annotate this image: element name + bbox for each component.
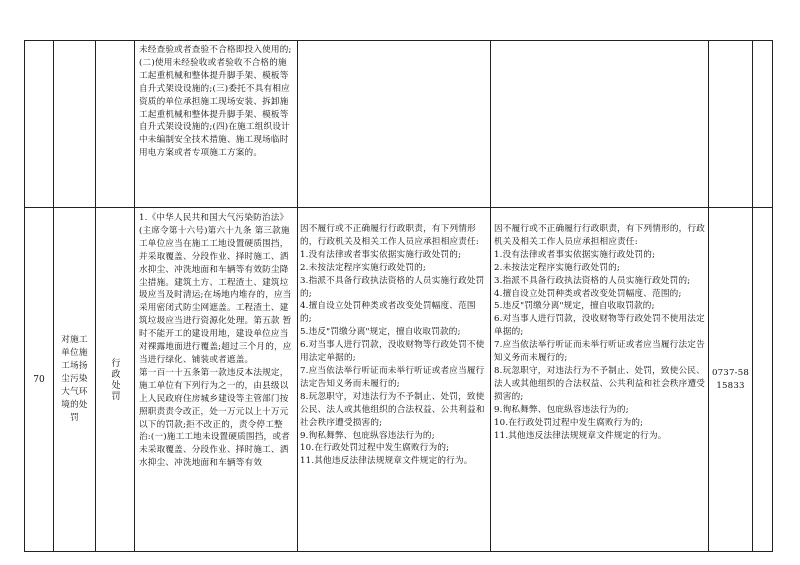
category: 行政处罚 (109, 357, 120, 402)
item-name-cell (54, 208, 95, 551)
item-name: 对施工单位施工场扬尘污染大气环境的处罚 (61, 335, 88, 423)
phone-cell (709, 208, 752, 551)
table-divider (752, 40, 753, 552)
contact-phone: 0737-58 15833 (711, 367, 750, 391)
row-number: 70 (33, 374, 45, 385)
basis-text-continued: 未经查验或者查验不合格即投入使用的;(二)使用未经验收或者验收不合格的施工起重机械和整体提升脚手架、模板等自升式架设设施的;(三)委托不具有相应资质的单位承担施工现场安装、拆卸施工起重机械和整体提升脚手架、模板等自升式架设设施的;(四)在施工组织设计中未编制安全技术措施、施工现场临时用电方案或者专项施工方案的。 (139, 45, 292, 159)
table-row-divider (24, 207, 773, 208)
table-border-right (772, 40, 773, 552)
table-divider (297, 40, 298, 552)
table-border-top (24, 40, 773, 41)
table-divider (134, 40, 135, 552)
basis-text: 1.《中华人民共和国大气污染防治法》(主席令第十六号)第六十九条 第三款施工单位应当在施工工地设置硬质围挡，并采取覆盖、分段作业、择时施工、洒水抑尘、冲洗地面和车辆等有效防尘降尘措施。建筑土方、工程渣土、建筑垃圾应当及时清运;在场地内堆存的，应当采用密闭式防尘网遮盖。工程渣土、建筑垃圾应当进行资源化处理。第五款 暂时不能开工的建设用地，建设单位应当对裸露地面进行覆盖;超过三个月的，应当进行绿化、铺装或者遮盖。 第一百一十五条第一款违反本法规定，施工单位有下列行为之一的，由县级以上人民政府住房城乡建设等主管部门按照职责责令改正，处一万元以上十万元以下的罚款;拒不改正的，责令停工整治:(一)施工工地未设置硬质围挡，或者未采取覆盖、分段作业、择时施工、洒水抑尘、冲洗地面和车辆等有效 (139, 213, 292, 469)
table-divider (490, 40, 491, 552)
responsibility-text-b: 因不履行或不正确履行行政职责，有下列情形的，行政机关及相关工作人员应承担相应责任: 1.没有法律或者事实依据实施行政处罚的; 2.未按法定程序实施行政处罚的; 3.指派不具备行政执法资格的人员实施行政处罚的; 4.擅自设立处罚种类或者改变处罚幅度、范围的; 5.违反"罚缴分离"规定，擅自收取罚款的; 6.对当事人进行罚款，没收财物等行政处罚不使用法定单据的; 7.应当依法举行听证而未举行听证或者应当履行法定告知义务而未履行的; 8.玩忽职守，对违法行为不予制止、处罚，致使公民、法人或其他组织的合法权益、公共利益和社会秩序遭受损害的; 9.徇私舞弊、包庇纵容违法行为的; 10.在行政处罚过程中发生腐败行为的; 11.其他违反法律法规规章文件规定的行为。 (494, 224, 706, 441)
responsibility-text-a: 因不履行或不正确履行行政职责，有下列情形的，行政机关及相关工作人员应承担相应责任: 1.没有法律或者事实依据实施行政处罚的; 2.未按法定程序实施行政处罚的; 3.指派不具备行政执法资格的人员实施行政处罚的; 4.擅自设立处罚种类或者改变处罚幅度、范围的; 5.违反"罚缴分离"规定，擅自收取罚款的; 6.对当事人进行罚款，没收财物等行政处罚不使用法定单据的; 7.应当依法举行听证而未举行听证或者应当履行法定告知义务而未履行的; 8.玩忽职守，对违法行为不予制止、处罚，致使公民、法人或其他组织的合法权益、公共利益和社会秩序遭受损害的; 9.徇私舞弊、包庇纵容违法行为的; 10.在行政处罚过程中发生腐败行为的; 11.其他违反法律法规规章文件规定的行为。 (300, 224, 485, 467)
category-cell (96, 208, 134, 551)
table-border-bottom (24, 551, 773, 552)
